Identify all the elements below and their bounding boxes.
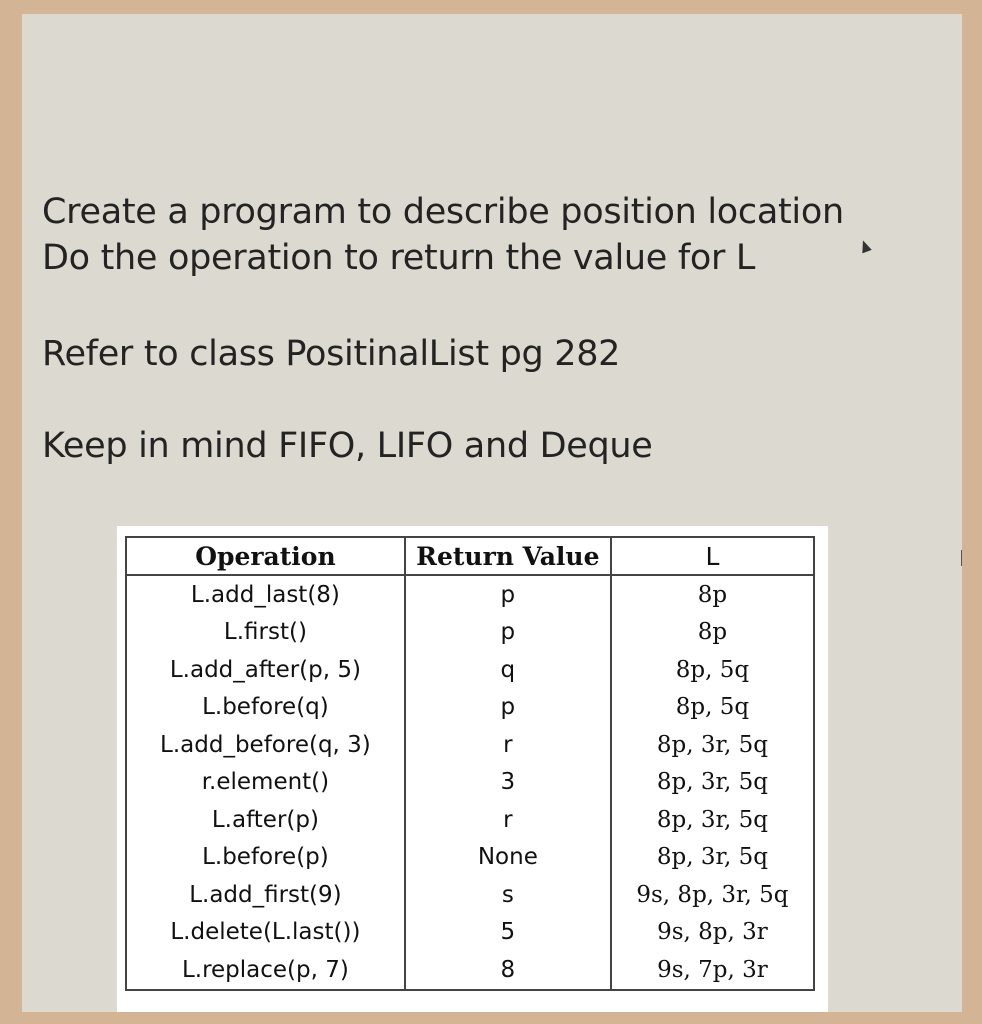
cell-operation: L.delete(L.last()): [126, 914, 405, 952]
slide: [22, 14, 962, 1012]
mouse-cursor-icon: [858, 239, 872, 254]
cell-operation: L.replace(p, 7): [126, 951, 405, 990]
instruction-line-3: Refer to class PositinalList pg 282: [42, 334, 621, 374]
cell-operation: L.first(): [126, 614, 405, 652]
cell-return-value: p: [405, 689, 611, 727]
table-row: [126, 951, 814, 990]
cell-list: 8p, 3r, 5q: [656, 806, 768, 833]
cell-return-value: 3: [405, 764, 611, 802]
cell-return-value: None: [405, 839, 611, 877]
cell-list: 9s, 7p, 3r: [657, 956, 768, 983]
table-header-row: [126, 537, 814, 575]
operations-table-card: [117, 526, 828, 1012]
cell-operation: L.add_after(p, 5): [126, 651, 405, 689]
cell-list: 8p: [697, 581, 728, 608]
cell-list: 9s, 8p, 3r: [657, 919, 768, 946]
header-operation: Operation: [126, 537, 405, 575]
cell-return-value: p: [405, 575, 611, 614]
cell-operation: L.before(p): [126, 839, 405, 877]
cell-return-value: 8: [405, 951, 611, 990]
cell-operation: L.before(q): [126, 689, 405, 727]
cell-operation: L.add_first(9): [126, 876, 405, 914]
header-list: L: [611, 537, 814, 575]
cell-list: 8p, 5q: [675, 656, 750, 683]
cell-return-value: s: [405, 876, 611, 914]
table-row: [126, 689, 814, 727]
cell-return-value: r: [405, 726, 611, 764]
cell-list: 8p, 5q: [675, 694, 750, 721]
operations-table: [125, 536, 815, 991]
cell-return-value: r: [405, 801, 611, 839]
cell-list: 8p, 3r, 5q: [656, 844, 768, 871]
header-return-value: Return Value: [405, 537, 611, 575]
table-row: [126, 651, 814, 689]
cell-operation: L.add_before(q, 3): [126, 726, 405, 764]
table-row: [126, 839, 814, 877]
table-row: [126, 876, 814, 914]
cell-operation: r.element(): [126, 764, 405, 802]
table-row: [126, 575, 814, 614]
table-row: [126, 726, 814, 764]
edge-mark: [961, 550, 962, 566]
instruction-line-1: Create a program to describe position location: [42, 192, 844, 232]
cell-operation: L.add_last(8): [126, 575, 405, 614]
table-row: [126, 801, 814, 839]
table-row: [126, 764, 814, 802]
table-row: [126, 914, 814, 952]
cell-list: 8p: [697, 619, 728, 646]
instruction-line-2: Do the operation to return the value for L: [42, 238, 756, 278]
table-row: [126, 614, 814, 652]
cell-list: 8p, 3r, 5q: [656, 731, 768, 758]
cell-return-value: q: [405, 651, 611, 689]
cell-list: 8p, 3r, 5q: [656, 769, 768, 796]
instruction-line-4: Keep in mind FIFO, LIFO and Deque: [42, 426, 653, 466]
cell-return-value: 5: [405, 914, 611, 952]
cell-operation: L.after(p): [126, 801, 405, 839]
cell-list: 9s, 8p, 3r, 5q: [636, 881, 789, 908]
cell-return-value: p: [405, 614, 611, 652]
